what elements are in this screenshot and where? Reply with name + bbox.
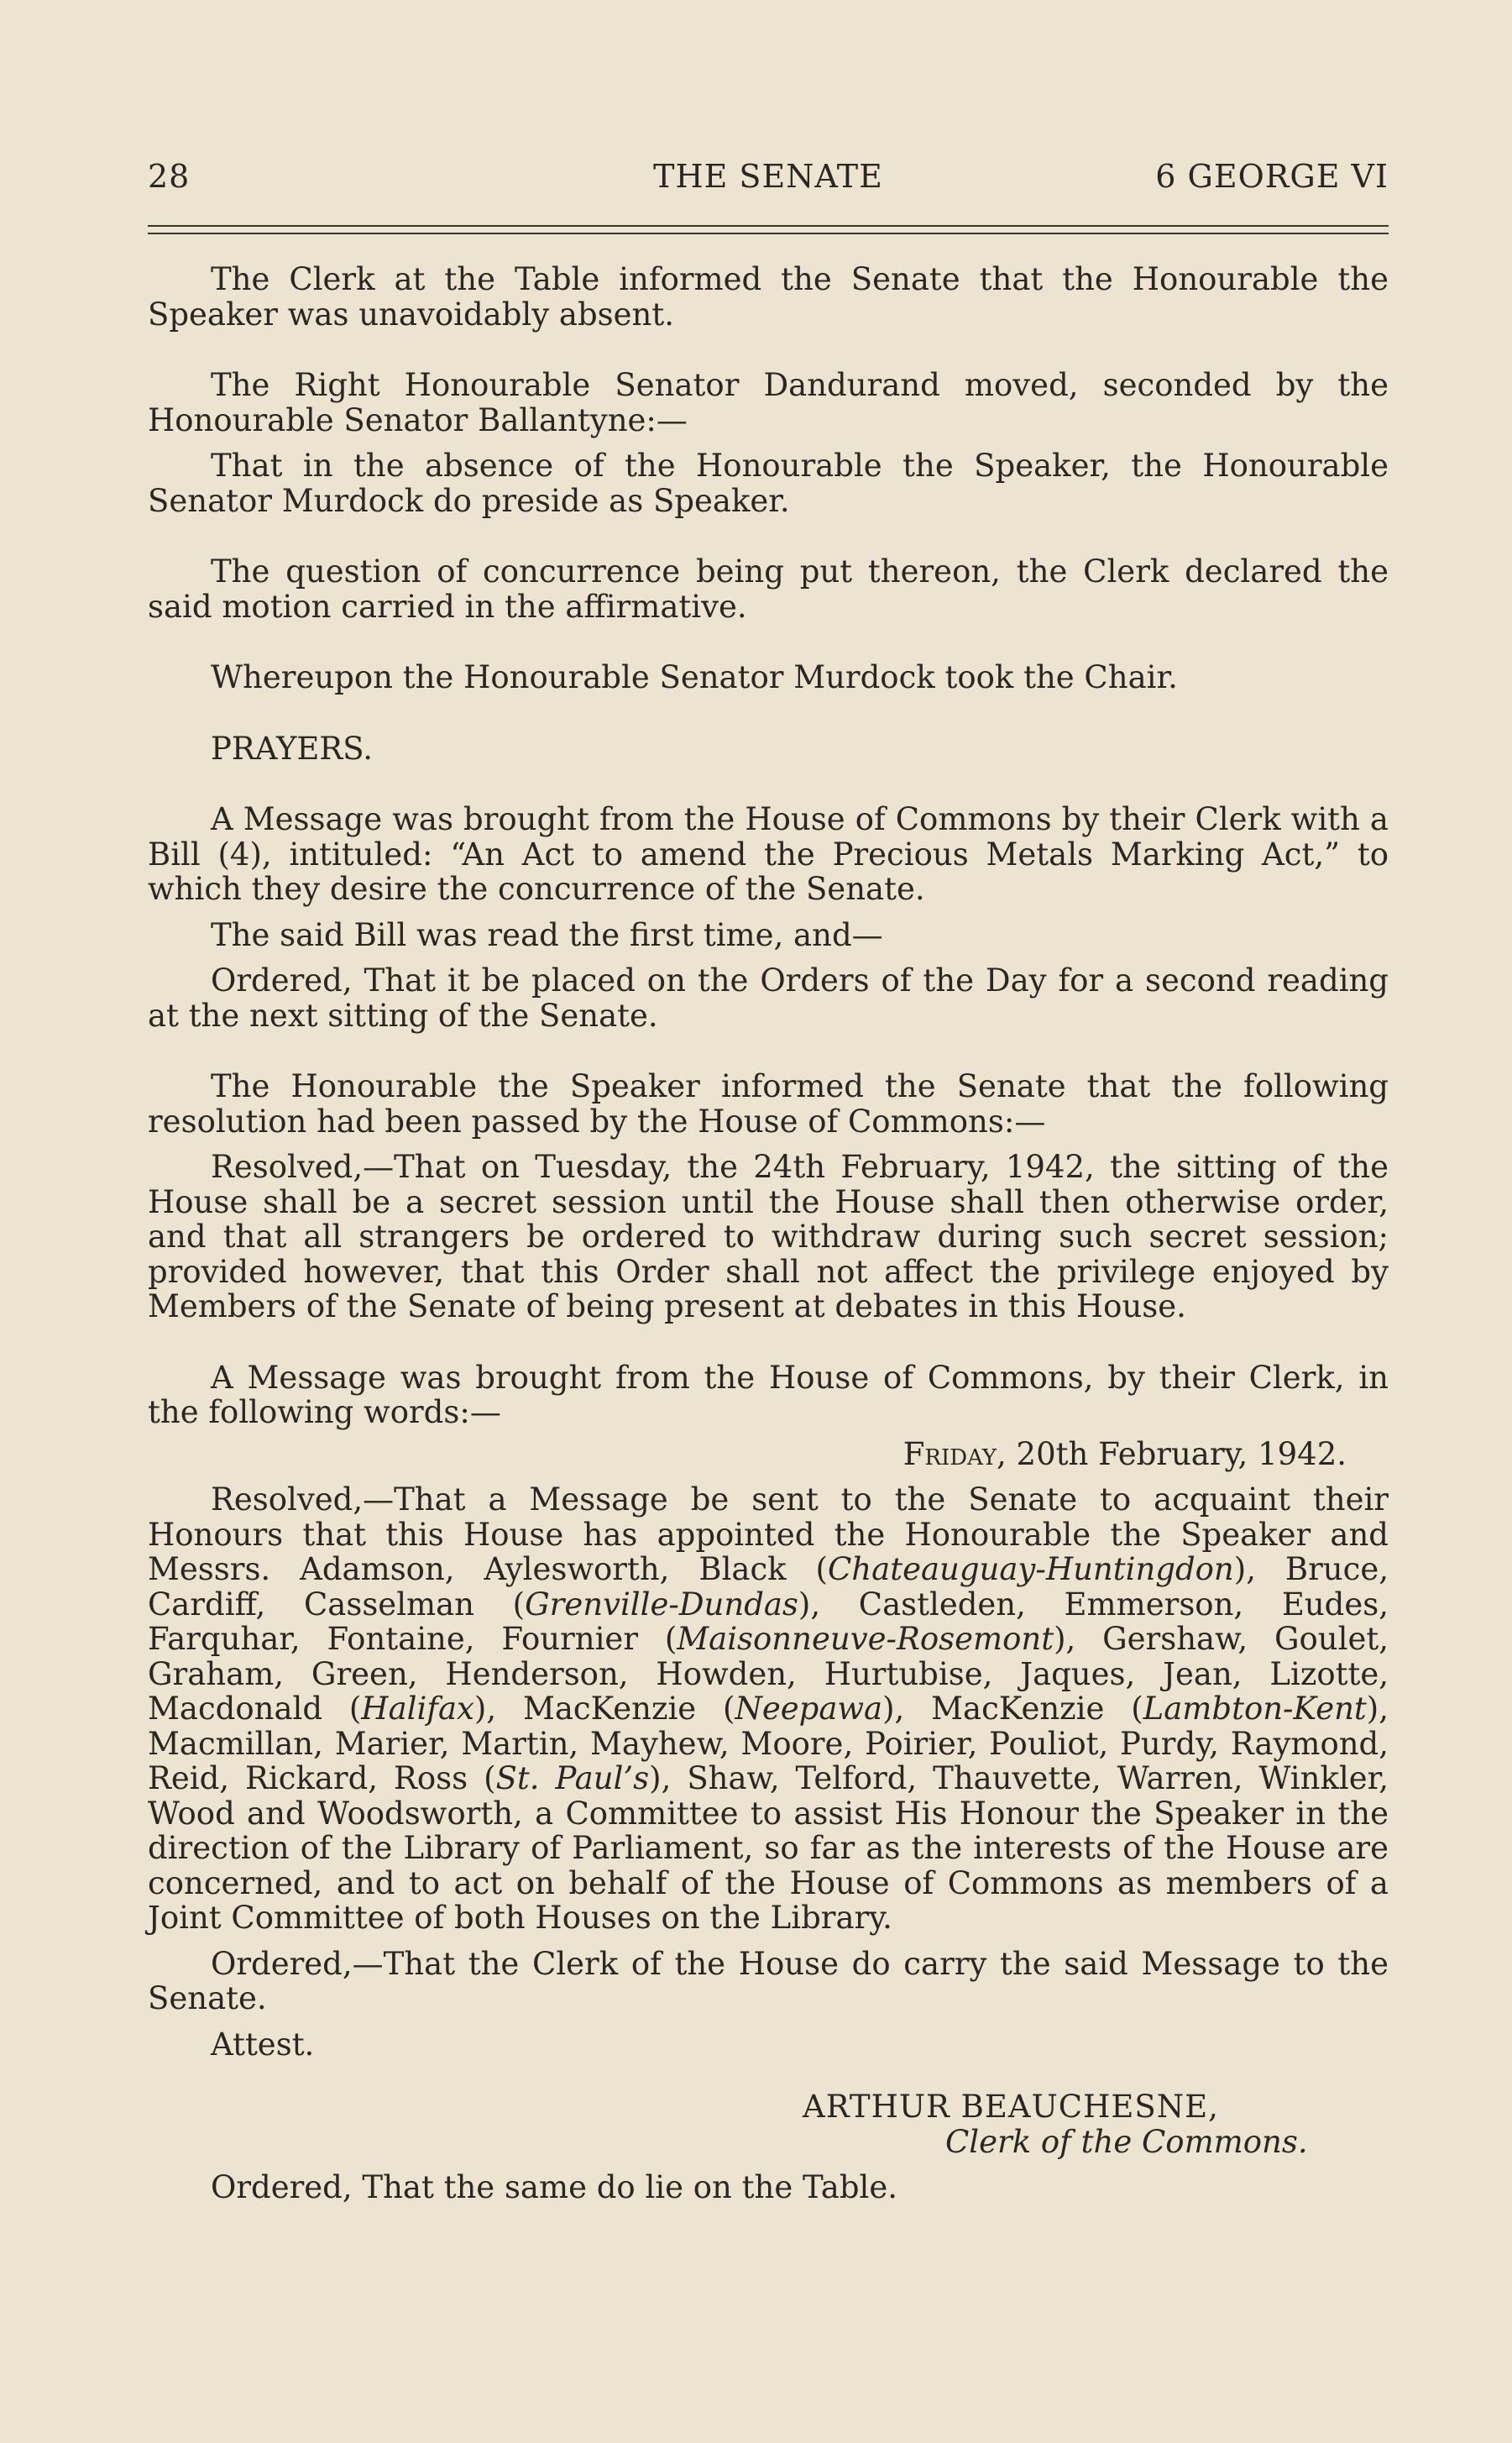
text-run: Resolved,—That a Message be sent to the Senate to acquaint their Honours that this House has appointed the Honourable the Speaker and Messrs. Adamson, Aylesworth, Black ( [148, 1481, 1389, 1587]
text-run: ), Bruce, Cardiff, Casselman ( [148, 1551, 1389, 1623]
paragraph-first-reading: The said Bill was read the first time, and— [211, 916, 883, 953]
text-run: ), Macmillan, Marier, Martin, Mayhew, Moore, Poirier, Pouliot, Purdy, Raymond, Reid, Rickard, Ross ( [148, 1691, 1389, 1796]
paragraph-motion-text: That in the absence of the Honourable the Speaker, the Honourable Senator Murdock do preside as Speaker. [148, 448, 1389, 519]
paragraph-carry-message: Ordered,—That the Clerk of the House do carry the said Message to the Senate. [148, 1945, 1389, 2016]
riding-name: Halifax [361, 1691, 474, 1727]
message-date-rest: , 20th February, 1942. [997, 1435, 1347, 1472]
message-date [148, 1437, 1389, 1472]
riding-name: Maisonneuve-Rosemont [677, 1621, 1054, 1657]
page-number: 28 [148, 158, 191, 195]
reign-label: 6 GEORGE VI [1155, 158, 1389, 195]
paragraph-commons-message: A Message was brought from the House of Commons, by their Clerk, in the following words:— [148, 1359, 1389, 1430]
running-head [148, 158, 1389, 200]
text-run: ), MacKenzie ( [882, 1691, 1143, 1727]
paragraph-lie-on-table: Ordered, That the same do lie on the Table. [211, 2169, 898, 2205]
message-date-day: Friday [902, 1435, 997, 1472]
header-rule-top [148, 225, 1389, 227]
paragraph-library-committee [148, 1482, 1389, 1936]
journal-body [148, 262, 1389, 2205]
paragraph-chair: Whereupon the Honourable Senator Murdock took the Chair. [211, 659, 1178, 695]
signatory-name: ARTHUR BEAUCHESNE, [803, 2089, 1219, 2125]
paragraph-motion: The Right Honourable Senator Dandurand moved, seconded by the Honourable Senator Ballantyne:— [148, 367, 1389, 438]
signatory-title: Clerk of the Commons. [945, 2123, 1308, 2160]
text-run: ), MacKenzie ( [473, 1691, 735, 1727]
header-rule-bottom [148, 233, 1389, 234]
paragraph-secret-session: Resolved,—That on Tuesday, the 24th February, 1942, the sitting of the House shall be a secret session until the House shall then otherwise order, and that all strangers be ordered to withdraw during such secret session; provided however, that this Order shall not affect the privilege enjoyed by Members of the Senate of being present at debates in this House. [148, 1149, 1389, 1324]
riding-name: Lambton-Kent [1143, 1691, 1367, 1727]
text-run: ), Castleden, Emmerson, Eudes, Farquhar, Fontaine, Fournier ( [148, 1586, 1389, 1657]
riding-name: Chateauguay-Huntingdon [828, 1551, 1234, 1587]
paragraph-speaker-absent: The Clerk at the Table informed the Senate that the Honourable the Speaker was unavoidably absent. [148, 261, 1389, 333]
paragraph-bill-message: A Message was brought from the House of Commons by their Clerk with a Bill (4), intituled: “An Act to amend the Precious Metals Marking Act,” to which they desire the concurrence of the Senate. [148, 801, 1389, 907]
page-title: THE SENATE [653, 158, 883, 195]
riding-name: St. Paul’s [495, 1760, 650, 1796]
paragraph-resolution-intro: The Honourable the Speaker informed the Senate that the following resolution had been passed by the House of Commons:— [148, 1068, 1389, 1140]
attest-line: Attest. [211, 2026, 315, 2063]
prayers-heading: PRAYERS. [211, 730, 374, 767]
riding-name: Grenville-Dundas [525, 1586, 798, 1623]
text-run: ), Shaw, Telford, Thauvette, Warren, Winkler, Wood and Woodsworth, a Committee to assist His Honour the Speaker in the direction of the Library of Parliament, so far as the interests of the House are concerned, and to act on behalf of the House of Commons as members of a Joint Committee of both Houses on the Library. [148, 1760, 1389, 1936]
riding-name: Neepawa [735, 1691, 883, 1727]
paragraph-concurrence: The question of concurrence being put thereon, the Clerk declared the said motion carried in the affirmative. [148, 553, 1389, 625]
paragraph-second-reading-order: Ordered, That it be placed on the Orders of the Day for a second reading at the next sitting of the Senate. [148, 962, 1389, 1034]
text-run: ), Gershaw, Goulet, Graham, Green, Henderson, Howden, Hurtubise, Jaques, Jean, Lizotte, Macdonald ( [148, 1621, 1389, 1727]
